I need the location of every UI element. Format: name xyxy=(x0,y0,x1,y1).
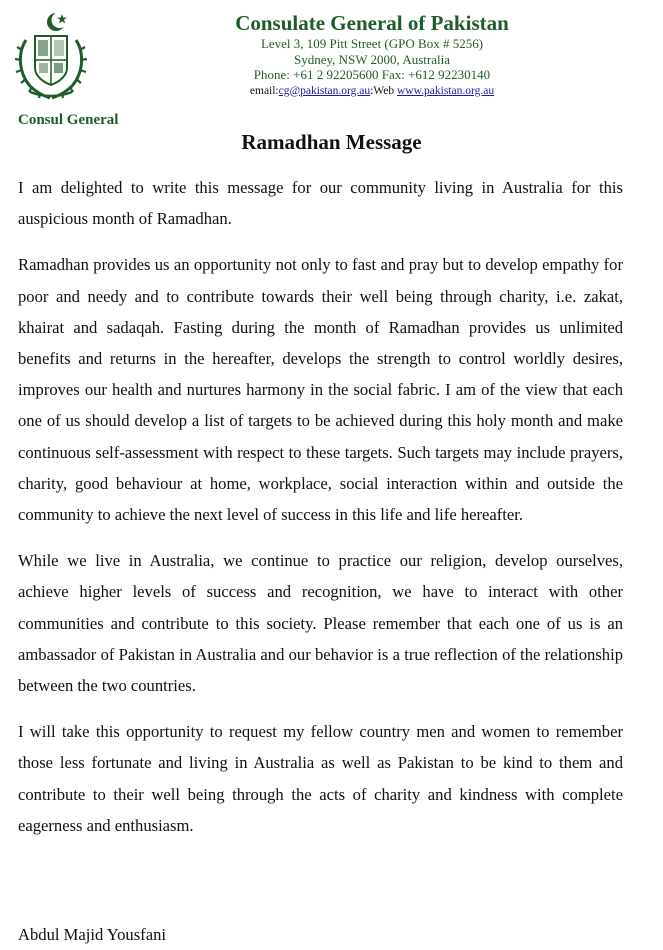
email-prefix: email: xyxy=(249,84,279,97)
web-prefix: :Web xyxy=(370,84,397,97)
letterhead xyxy=(212,10,532,99)
paragraph-3: While we live in Australia, we continue to practice our religion, develop ourselves, achieve higher levels of success and recognition, we have to interact with other communities and contribute to this society. Please remember that each one of us is an ambassador of Pakistan in Australia and our behavior is a true reflection of the relationship between the two countries. xyxy=(18,551,623,696)
contact-line xyxy=(212,84,532,99)
org-name: Consulate General of Pakistan xyxy=(235,11,509,35)
paragraph-2: Ramadhan provides us an opportunity not only to fast and pray but to develop empathy for poor and needy and to contribute towards their well being through charity, i.e. zakat, khairat and sadaqah. Fasting during the month of Ramadhan provides us unlimited benefits and returns in the hereafter, develops the strength to control worldly desires, improves our health and nurtures harmony in the social fabric. I am of the view that each one of us should develop a list of targets to be achieved during this holy month and make continuous self-assessment with respect to these targets. Such targets may include prayers, charity, good behaviour at home, workplace, social interaction within and outside the community to achieve the next level of success in this life and life hereafter. xyxy=(18,255,623,525)
document-title: Ramadhan Message xyxy=(241,130,422,154)
message-body xyxy=(18,172,623,856)
paragraph-4: I will take this opportunity to request my fellow country men and women to remember those less fortunate and living in Australia as well as Pakistan to be kind to them and contribute to their well being through the acts of charity and kindness with complete eagerness and enthusiasm. xyxy=(18,722,623,835)
address-line-2: Sydney, NSW 2000, Australia xyxy=(294,51,450,67)
phone-fax-line: Phone: +61 2 92205600 Fax: +612 92230140 xyxy=(253,67,491,82)
website-link[interactable]: www.pakistan.org.au xyxy=(397,84,495,97)
pakistan-state-emblem-icon xyxy=(12,10,90,102)
email-link[interactable]: cg@pakistan.org.au xyxy=(278,84,371,97)
signature-name: Abdul Majid Yousfani xyxy=(18,925,166,944)
consul-general-label: Consul General xyxy=(18,112,119,128)
paragraph-1: I am delighted to write this message for our community living in Australia for this auspicious month of Ramadhan. xyxy=(18,178,623,229)
address-line-1: Level 3, 109 Pitt Street (GPO Box # 5256) xyxy=(260,36,484,51)
